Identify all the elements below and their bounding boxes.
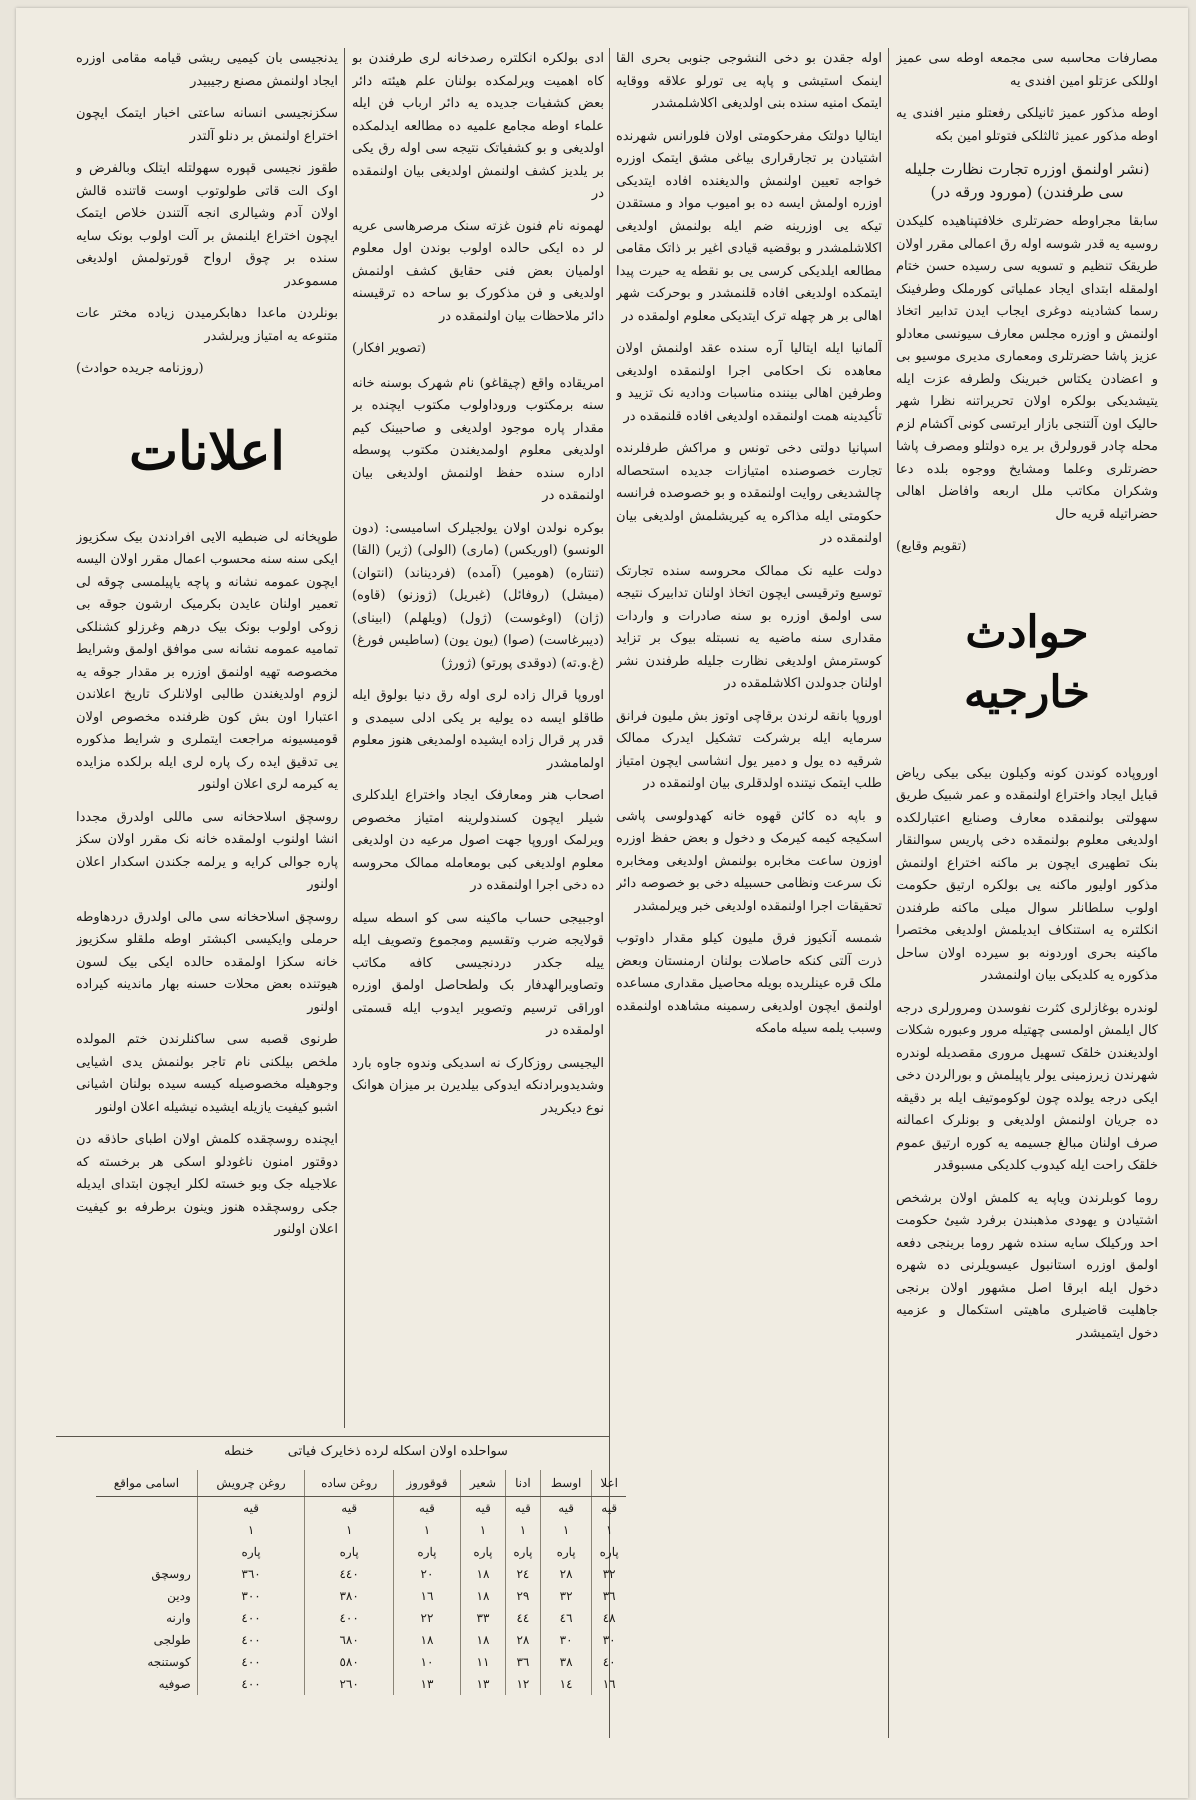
price-table-title (146, 1444, 586, 1459)
column-3-para: امریقاده واقع (چیقاغو) نام شهرک بوسنه خانه سنه برمکتوب وروداولوب مکتوب ایچنده بر مقدار پاره موجود اولدیغی و صاحبینک کیم اولدیغی معلوم اولمدیغندن مکتوب پوسطه اداره سنده حفظ اولنمش اولدیغی بیان اولنمقده در (352, 375, 604, 503)
table-top-rule (56, 1436, 609, 1437)
unit-cell (96, 1519, 197, 1541)
price-cell: ٣٠ (540, 1629, 592, 1651)
column-3-para: لهمونه نام فنون غزته سنک مرصرهاسی عریه لر ده ایکی حالده اولوب بوندن اول معلوم اولمیان بعض فنی حقایق کشف اولنمش اولدیغی و فن مذکورک بو ساحه ده ترقیسنه دائر ملاحظات بیان اولنمقده در (352, 218, 604, 324)
table-row (96, 1563, 626, 1585)
table-header-row (96, 1470, 626, 1497)
unit-cell: قیه (197, 1497, 305, 1520)
column-3-para: اصحاب هنر ومعارفک ایجاد واختراع ایلدکلری شیلر ایچون کسندولرینه امتیاز مخصوص ویرلمک اوروپا جهت اصول مرعیه دن اولدیغی معلوم اولدیغی کبی بومعامله ممالک محروسه ده دخی اجرا اولنمقده در (352, 788, 604, 893)
column-4-para: طرنوی قصبه سی ساکنلرندن ختم المولده ملخص بیلکنی نام تاجر بولنمش یدی اشیایی وجوهیله مخصوصیله کیسه سیده بولنان اشیانی اشبو کیفیت یازیله ایشیده نیشیله اعلان اولنور (76, 1032, 338, 1115)
column-3 (352, 48, 604, 1428)
official-notice-heading: (نشر اولنمق اوزره تجارت نظارت جلیله سی طرفندن) (مورود ورقه در) (904, 160, 1150, 201)
price-cell: ١٨ (460, 1563, 505, 1585)
price-cell: ٣٦ (592, 1585, 626, 1607)
table-row (96, 1585, 626, 1607)
table-header: قوقوروز (393, 1470, 460, 1497)
unit-cell: پاره (197, 1541, 305, 1563)
price-cell: ٤٠٠ (305, 1607, 394, 1629)
column-4-para: طقوز نجیسی قپوره سهولتله ایتلک وبالفرض و اوک الت قاتی طولوتوب اوست قاتنده قالش اولان آدم وشیالری انجه آلتندن خلاص ایتمک ایچون اختراع ایلنمش بر آلت اولوب بونک سایه سنده بر چوق ارواح قورتولمش اولدیغی مسموعدر (76, 161, 338, 289)
unit-cell: قیه (540, 1497, 592, 1520)
table-header: روغن ساده (305, 1470, 394, 1497)
price-cell: ٣٣ (460, 1607, 505, 1629)
column-2-para: و باپه ده کائن قهوه خانه کهدولوسی پاشی اسکیجه کیمه کیرمک و دخول و بعض حفظ اوزره اوزون ساعت مخابره بولنمش اولدیغی ومخابره نک سرعت ونظامی حسبیله دخی بو خصوصه دائر تحقیقات اجرا اولنمقده اولدیغی خبر ویرلمشدر (616, 808, 882, 914)
price-cell: ٣٠ (592, 1629, 626, 1651)
table-header: اسامی مواقع (96, 1470, 197, 1497)
column-2-para: دولت علیه نک ممالک محروسه سنده تجارتک توسیع وترقیسی ایچون اتخاذ اولنان تدابیرک نتیجه سی اولمق اوزره بو سنه صادرات و واردات مقداری سنه ماضیه یه نسبتله بیوک بر تزاید کوسترمش اولدیغی نظارت جلیله طرفندن نشر اولنان جدولدن اکلاشلمقده در (616, 563, 882, 691)
unit-cell: ١ (592, 1519, 626, 1541)
price-cell: ٤٠٠ (197, 1673, 305, 1695)
price-cell: ٣٦٠ (197, 1563, 305, 1585)
unit-cell: پاره (393, 1541, 460, 1563)
price-cell: ١١ (460, 1651, 505, 1673)
unit-cell: ١ (197, 1519, 305, 1541)
price-cell: ٥٨٠ (305, 1651, 394, 1673)
column-2-para: اوروپا بانقه لرندن برقاچی اوتوز بش ملیون فرانق سرمایه ایله برشرکت تشکیل ایدرک ممالک شرقیه ده یول و دمیر یول انشاسی ایچون امتیاز طلب ایتمک نیتنده اولدقلری بیان اولنمقده در (616, 708, 882, 791)
unit-cell: پاره (505, 1541, 540, 1563)
unit-cell: ١ (540, 1519, 592, 1541)
price-cell: ٢٩ (505, 1585, 540, 1607)
unit-cell: پاره (460, 1541, 505, 1563)
column-1-para: مصارفات محاسبه سی مجمعه اوطه سی عمیز اوللکی عزتلو امین افندی یه (896, 51, 1158, 89)
table-row (96, 1607, 626, 1629)
table-header: شعیر (460, 1470, 505, 1497)
column-2-para: اوله جقدن بو دخی النشوجی جنوبی بحری القا اینمک استیشی و پاپه یی تورلو علاقه ووقایه ایتمک امنیه سنده بنی اولدیغی اکلاشلمشدر (616, 51, 882, 111)
price-cell: ٤٠٠ (197, 1651, 305, 1673)
city-cell: طولجی (153, 1633, 191, 1647)
column-1-para: اوطه مذکور عمیز ثانیلکی رفعتلو منیر افندی یه اوطه مذکور عمیز ثالثلکی فتوتلو امین بکه (896, 106, 1158, 144)
price-cell: ٤٤٠ (305, 1563, 394, 1585)
table-header: اوسط (540, 1470, 592, 1497)
column-3-para: اوروپا قرال زاده لری اوله رق دنیا بولوق ایله طاقلو ایسه ده یولیه بر یکی ادلی سیمدی و قدر پر قرال زاده ایشیده اولمدیغی هنوز معلوم اولمامشدر (352, 688, 604, 771)
unit-cell: قیه (592, 1497, 626, 1520)
column-4-para: یدنجیسی بان کیمیی ریشی قیامه مقامی اوزره ایجاد اولنمش مصنع رجیبیدر (76, 51, 338, 89)
table-row (96, 1629, 626, 1651)
price-cell: ٤٠٠ (197, 1607, 305, 1629)
column-4-para: روسچق اسلاحخانه سی مالی اولدرق دردهاوطه حرملی وایکیسی اکبشتر اوطه ملقلو سکزیوز خانه سکزا اولمقده حالده ایکی بیک لسون هیوتنده بعض محلات حسنه بهار ماندینه کیراده اولنور (76, 909, 338, 1015)
column-2-para: اسپانیا دولتی دخی تونس و مراکش طرفلرنده تجارت خصوصنده امتیازات جدیده استحصاله چالشدیغی روایت اولنمقده و بو خصوصده فرانسه حکومتی ایله مذاکره یه کیریشلمش اولدیغی بیان اولنمقده در (616, 441, 882, 546)
column-1 (896, 48, 1158, 1748)
unit-row (96, 1497, 626, 1520)
price-cell: ٣٦ (505, 1651, 540, 1673)
table-header: ادنا (505, 1470, 540, 1497)
price-cell: ٢٤ (505, 1563, 540, 1585)
price-cell: ١٢ (505, 1673, 540, 1695)
announcements-masthead: اعلانات (129, 420, 285, 482)
price-cell: ٢٠ (393, 1563, 460, 1585)
price-cell: ٦٨٠ (305, 1629, 394, 1651)
price-cell: ٤٦ (540, 1607, 592, 1629)
unit-cell: قیه (505, 1497, 540, 1520)
price-cell: ٤٨ (592, 1607, 626, 1629)
unit-cell: ١ (305, 1519, 394, 1541)
price-cell: ١٨ (393, 1629, 460, 1651)
unit-cell: قیه (460, 1497, 505, 1520)
column-4 (76, 48, 338, 1428)
price-cell: ٣٢ (540, 1585, 592, 1607)
price-cell: ٢٨ (540, 1563, 592, 1585)
price-cell: ٣٨ (540, 1651, 592, 1673)
price-table-unit-label: خنطه (224, 1444, 254, 1459)
column-1-para: لوندره بوغازلری کثرت نفوسدن ومرورلری درجه کال ایلمش اولمسی چهتیله مرور وعبوره شکلات اولدیغندن خلقک تسهیل مروری مقصدیله لوندره شهرندن زیرزمینی یولر یاپیلمش و بورالردن دخی ایکی درجه یولده چون لوکوموتیف ایله بر دقیقه ده جریان اولنمش اولدیغی و بونلرک اعمالنه صرف اولنان مبالغ جسیمه یه کوره ارتیق عموم خلقک راحت ایله کیدوب کلدیکی مسبوقدر (896, 1000, 1158, 1173)
price-cell: ٢٦٠ (305, 1673, 394, 1695)
column-divider (344, 48, 345, 1428)
column-3-para: الیجیسی روزکارک نه اسدیکی وندوه جاوه بارد وشدیدوبرادنکه ایدوکی بیلدیرن بر میزان هوانک نوع دیکریدر (352, 1055, 604, 1116)
table-header: اعلا (592, 1470, 626, 1497)
unit-cell: پاره (305, 1541, 394, 1563)
column-divider (888, 48, 889, 1738)
unit-cell: ١ (393, 1519, 460, 1541)
unit-cell: پاره (540, 1541, 592, 1563)
source-signature: (تصویر افکار) (352, 341, 426, 356)
price-cell: ٢٨ (505, 1629, 540, 1651)
city-cell: روسچق (151, 1567, 191, 1581)
column-4-para: بونلردن ماعدا دهابکرمیدن زیاده مختر عات متنوعه یه امتیاز ویرلشدر (76, 306, 338, 344)
column-4-para: سکزنجیسی انسانه ساعتی اخبار ایتمک ایچون اختراع اولنمش بر دنلو آلتدر (76, 106, 338, 144)
city-cell: وارنه (166, 1611, 191, 1625)
price-cell: ٤٠٠ (197, 1629, 305, 1651)
column-1-para: سابقا مجراوطه حضرتلری خلافتپناهیده کلیکدن روسیه یه قدر شوسه اوله رق اعمالی مقرر اولان طریقک تنظیم و تسویه سی رسیده حسن ختام اولمقله ابتدای ایجاد عملیاتی کورملک وطرفینک رسما کشادینه دوغری ایجاب ایدن تدابیر اتخاذ اولنمش و اوزره مجلس معارف سیونسی معادلو عزیز پاشا حضرتلری ومعماری مدیری موسیو بی و اعضادن یکتاس خبرینک ولطرفه عزت ایله یتیشدیکی بولکره اولان تحریراتنه نظرا شهر حالیک اون آلتنجی بازار ایرتسی کونی آکشام لزم محله چادر قورولرق بر یره دولتلو ومصرف پاشا حضرتلری وعلما ومشایخ ووجوه بلده دعا وشکران مکاتب ملل اربعه وافاضل اهالی حضراتیله قریه حال (896, 214, 1158, 522)
price-table-title-text: سواحلده اولان اسکله لرده ذخایرک فیاتی (287, 1444, 508, 1459)
foreign-news-masthead: حوادث خارجیه (964, 606, 1090, 718)
column-2-para: ایتالیا دولتک مفرحکومتی اولان فلورانس شهرنده اشتیادن بر تجارقراری بیاغی مشق ایتمک اوزره خواجه تعیین اولنمش والدیغنده افاده ایتدیکی اوزره اولمش ایسه ده بو امیوب مواد و مستقدن تیکه یی اوزرینه ضم ایله بولنمش اولدیغی اکلاشلمشدر و بوقضیه قیادی اغیر بر ذاتک مقامی مطالعه ایلدیکی کرسی یی بو نقطه یه حیرت پیدا ایتمکده اولدیغی افاده قلنمشدر و بوحرکت شهر اهالی بر هر چهله ترک ایتدیکی معلوم اولمقده در (616, 128, 882, 324)
price-cell: ١٤ (540, 1673, 592, 1695)
table-header: روغن چرویش (197, 1470, 305, 1497)
price-cell: ١٣ (460, 1673, 505, 1695)
newspaper-page (16, 8, 1188, 1798)
table-row (96, 1673, 626, 1695)
column-3-para: اوجبیجی حساب ماکینه سی کو اسطه سیله قولایجه ضرب وتقسیم ومجموع وتصویف ایله ییله جکدر دردنجیسی کافه مکاتب وتصاویرالهدفار بک ولطحاصل اولمق اوزره اوراقی ترسیم وتصویر ایدوب ایله قسمتی اولمقده در (352, 910, 604, 1038)
column-4-para: ایچنده روسچقده کلمش اولان اطبای حاذقه دن دوقتور امنون ناغودلو اسکی هر برخسته که علاجیله جک وبو خسته لکلر ایچون ابتدای ایدیله جکی روسچقده هنوز وینون برطرفه بو کیفیت اعلان اولنور (76, 1132, 338, 1237)
unit-cell (96, 1541, 197, 1563)
price-cell: ٣٨٠ (305, 1585, 394, 1607)
unit-row (96, 1519, 626, 1541)
city-cell: ودین (167, 1589, 191, 1603)
source-signature: (روزنامه جریده حوادث) (76, 361, 204, 376)
column-1-para: اوروپاده کوندن کونه وکیلون بیکی بیکی ریاض قبایل ایجاد واختراع اولنمقده و عمر شبیک طریق سهولتی بولنمقده معارف وصنایع اعتبارلکده اولدیغی معلوم بولنمقده دخی پاریس سوالنقار بنک تطهیری ایچون بر ماکنه اختراع اولنمش مذکور اولیور ماکنه یی بولکره ارتیق حکومت اولوب سلطانلر سوال میلی ماکنه طرفندن انکلتره یه استنکاف ایدیلمش اولدیغی مختصرا ماکینه بحری اوردونه بو سیرده اولان ساحل مذکوره یه کلدیکی بیان اولنمشدر (896, 765, 1158, 983)
column-2-para: آلمانیا ایله ایتالیا آره سنده عقد اولنمش اولان معاهده نک احکامی اجرا اولنمقده اولدیغی وطرفین اهالی بیننده مناسبات ودادیه نک تزیید و تأکیدینه همت اولنمقده اولدیغی افاده قلنمقده در (616, 341, 882, 424)
column-3-para: ادی بولکره انکلتره رصدخانه لری طرفندن بو کاه اهمیت ویرلمکده بولنان علم هیئته دائر بعض کشفیات جدیده یه دائر ارباب فن ایله علماء اوطه مجامع علمیه ده مطالعه ایدلمکده اولدیغی و بو کشفیاتک نتیجه سی اوله رق یکی بر یلدیز کشف اولنمش اولدیغی بیان اولنمقده در (352, 51, 604, 201)
unit-cell: ١ (460, 1519, 505, 1541)
unit-cell: قیه (393, 1497, 460, 1520)
price-cell: ١٦ (393, 1585, 460, 1607)
unit-row (96, 1541, 626, 1563)
unit-cell: ١ (505, 1519, 540, 1541)
price-cell: ٤٤ (505, 1607, 540, 1629)
unit-cell (96, 1497, 197, 1520)
table-row (96, 1651, 626, 1673)
city-cell: کوستنجه (147, 1655, 191, 1669)
price-cell: ٣٢ (592, 1563, 626, 1585)
column-2-para: شمسه آنکیوز فرق ملیون کیلو مقدار داوتوب ذرت آلتی کنکه حاصلات بولنان ارمنستان وبعض ملک قره عینلریده بویله محاصیل مقداری مساعده اولنمق ایچون اولدیغی رسمینه مشاهده اولنمقده وسبب یلمه سیله مامکه (616, 931, 882, 1036)
column-4-para: طوپخانه لی ضبطیه الایی افرادندن بیک سکزیوز ایکی سنه سنه محسوب اعمال مقرر اولان الیسه ایچون عمومه نشانه و پاچه یاپیلمسی چوقه لی تعمیر اولنان عایدن بکرمیک ارشون جوقه بی زوکی اولوب بونک بیک درهم وغرزلو کشنلکی تمامیه عمومه نشانه سی موافق اولمق وشرایط مخصوصه تهیه اولنمق اوزره بر مقدار جوقه یه لزوم اولدیغندن طالبی اولانلرک تاریخ اعلاندن اعتبارا اون بش کون ظرفنده مخصوص اولان قومیسیونه مراجعت ایتملری و شرایط مذکوره یی تدقیق ایده رک پاره لری ایله برلکده مزایده یه کیرمه لری اعلان اولنور (76, 529, 338, 792)
source-signature: (تقویم وقایع) (896, 539, 967, 554)
city-cell: صوفیه (158, 1677, 191, 1691)
price-cell: ١٦ (592, 1673, 626, 1695)
column-4-para: روسچق اسلاحخانه سی ماللی اولدرق مجددا انشا اولنوب اولمقده خانه نک مقرر اولان سکز پاره جوالی کرایه و یرلمه جکندن اسکدار اعلان اولنور (76, 809, 338, 892)
price-table (96, 1470, 626, 1695)
price-cell: ٤٠ (592, 1651, 626, 1673)
price-cell: ٣٠٠ (197, 1585, 305, 1607)
price-cell: ١٨ (460, 1629, 505, 1651)
column-3-para: بوکره نولدن اولان یولجیلرک اسامیسی: (دون الونسو) (اوریکس) (ماری) (الولی) (ژیر) (القا) (تنتاره) (هومیر) (آمده) (فردیناند) (انتوان) (میشل) (روفائل) (غبریل) (ژوزنو) (قاوه) (ژان) (اوغوست) (ژول) (ویلهلم) (ابینای) (دیبرغاست) (صوا) (یون یون) (ساطیس فورغ) (غ.و.ته) (دوقدی پورتو) (ژورژ) (352, 520, 604, 671)
price-cell: ١٨ (460, 1585, 505, 1607)
unit-cell: قیه (305, 1497, 394, 1520)
price-cell: ٢٢ (393, 1607, 460, 1629)
unit-cell: پاره (592, 1541, 626, 1563)
column-2 (616, 48, 882, 1748)
column-1-para: روما کوبلرندن ویاپه یه کلمش اولان برشخص اشتیادن و یهودی مذهبندن برفرد شیئ حکومت احد ورکیلک سایه سنده شهر روما برینجی دفعه اولمق اوزره استانبول عیسویلرنی ده شهره دخول ایله ابرقا اصل مشهور اولان برنجی جاهلیت قاضیلری ماهیتی استکمال و عزمیه دخول ایتمیشدر (896, 1190, 1158, 1341)
price-cell: ١٣ (393, 1673, 460, 1695)
price-cell: ١٠ (393, 1651, 460, 1673)
